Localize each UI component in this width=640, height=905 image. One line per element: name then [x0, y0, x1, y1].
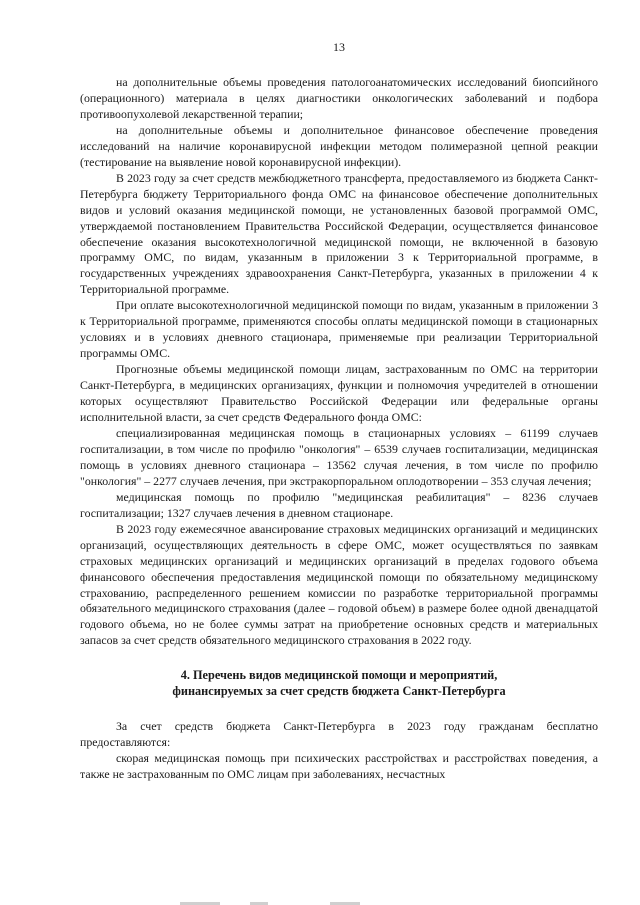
- paragraph: скорая медицинская помощь при психических расстройствах и расстройствах поведения, а также не застрахованным по ОМС лицам при заболеваниях, несчастных: [80, 751, 598, 782]
- paragraph: Прогнозные объемы медицинской помощи лицам, застрахованным по ОМС на территории Санкт-Петербурга, в медицинских организациях, функции и полномочия учредителей в отношении которых осуществляют Правительство Российской Федерации или федеральные органы исполнительной власти, за счет средств Федерального фонда ОМС:: [80, 362, 598, 425]
- page-number: 13: [333, 40, 345, 54]
- document-body: [80, 75, 598, 783]
- paragraph: специализированная медицинская помощь в стационарных условиях – 61199 случаев госпитализации, в том числе по профилю "онкология" – 6539 случаев госпитализации, медицинская помощь в условиях дневного стационара – 13562 случая лечения, в том числе по профилю "онкология" – 2277 случаев лечения, при экстракорпоральном оплодотворении – 353 случая лечения;: [80, 425, 598, 488]
- scan-edge-marks: [0, 899, 640, 905]
- paragraph: на дополнительные объемы проведения патологоанатомических исследований биопсийного (операционного) материала в целях диагностики онкологических заболеваний и подбора противоопухолевой лекарственной терапии;: [80, 75, 598, 121]
- paragraph: на дополнительные объемы и дополнительное финансовое обеспечение проведения исследований на наличие коронавирусной инфекции методом полимеразной цепной реакции (тестирование на выявление новой коронавирусной инфекции).: [80, 122, 598, 169]
- paragraph: В 2023 году ежемесячное авансирование страховых медицинских организаций и медицинских организаций, осуществляющих деятельность в сфере ОМС, может осуществляться по заявкам страховых медицинских организаций и медицинских организаций в пределах годового объема финансового обеспечения предоставления медицинской помощи по обязательному медицинскому страхованию, распределенного решением комиссии по разработке территориальной программы обязательного медицинского страхования (далее – годовой объем) в размере более одной двенадцатой годового объема, но не более суммы затрат на приобретение основных средств и материальных запасов за счет средств обязательного медицинского страхования в 2022 году.: [80, 521, 598, 648]
- section-heading-line: 4. Перечень видов медицинской помощи и мероприятий,: [180, 668, 498, 683]
- section-heading-line: финансируемых за счет средств бюджета Санкт-Петербурга: [172, 684, 506, 699]
- paragraph: За счет средств бюджета Санкт-Петербурга в 2023 году гражданам бесплатно предоставляются:: [80, 719, 598, 750]
- section-heading: [80, 667, 598, 699]
- paragraph: медицинская помощь по профилю "медицинская реабилитация" – 8236 случаев госпитализации; 1327 случаев лечения в дневном стационаре.: [80, 489, 598, 520]
- paragraph: При оплате высокотехнологичной медицинской помощи по видам, указанным в приложении 3 к Территориальной программе, применяются способы оплаты медицинской помощи в стационарных условиях и в условиях дневного стационара, применяемые при реализации Территориальной программы ОМС.: [80, 298, 598, 361]
- paragraph: В 2023 году за счет средств межбюджетного трансферта, предоставляемого из бюджета Санкт-Петербурга бюджету Территориального фонда ОМС на финансовое обеспечение дополнительных видов и условий оказания медицинской помощи, не установленных базовой программой ОМС, утверждаемой постановлением Правительства Российской Федерации, осуществляется финансовое обеспечение оказания высокотехнологичной медицинской помощи, не включенной в базовую программу ОМС, по видам, указанным в приложении 3 к Территориальной программе, в государственных учреждениях здравоохранения Санкт-Петербурга, указанных в приложении 4 к Территориальной программе.: [80, 170, 598, 297]
